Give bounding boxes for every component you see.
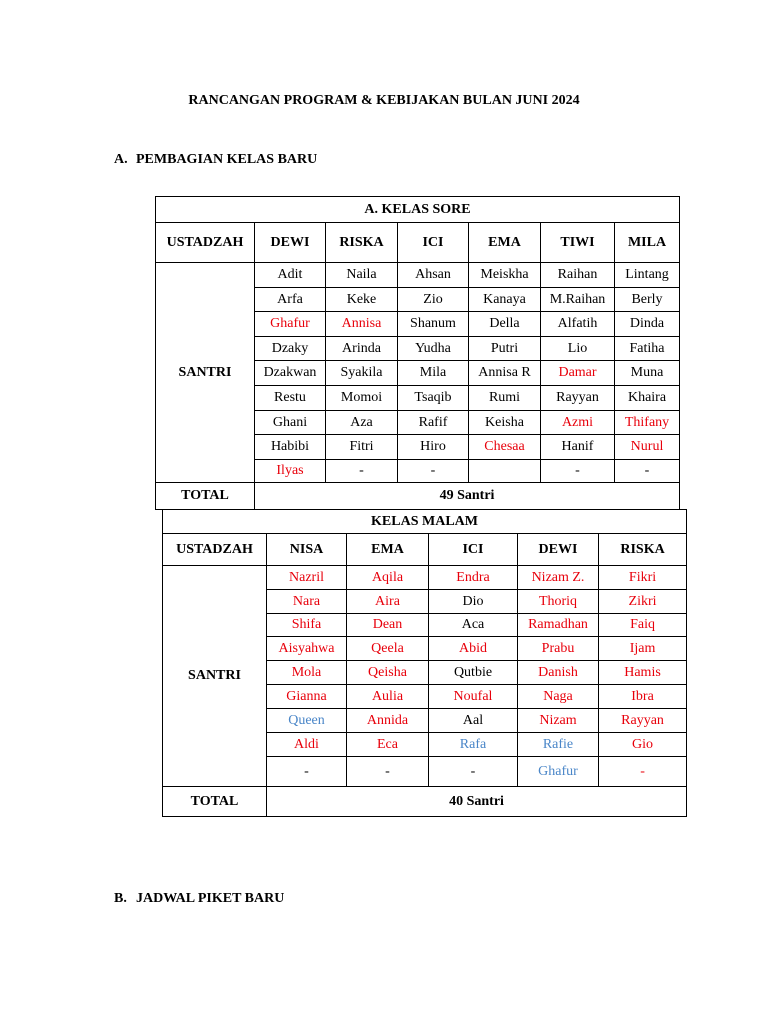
santri-name-cell: Zio [398, 288, 469, 312]
santri-label: SANTRI [163, 566, 267, 787]
santri-name-cell: Ibra [599, 685, 687, 709]
santri-name-cell: Annida [347, 709, 429, 733]
santri-name-cell: Ramadhan [518, 614, 599, 637]
santri-name-cell: Nizam [518, 709, 599, 733]
santri-name-cell: Gianna [267, 685, 347, 709]
santri-name-cell: Momoi [326, 386, 398, 411]
teacher-name: DEWI [518, 534, 599, 566]
santri-name-cell: - [615, 460, 680, 483]
teacher-name: DEWI [255, 223, 326, 263]
kelas-malam-header-row [163, 534, 687, 566]
kelas-sore-title: A. KELAS SORE [156, 197, 680, 223]
santri-name-cell: Fikri [599, 566, 687, 590]
santri-name-cell: Naga [518, 685, 599, 709]
santri-name-cell: Prabu [518, 637, 599, 661]
santri-name-cell: Thoriq [518, 590, 599, 614]
santri-name-cell: Annisa [326, 312, 398, 337]
teacher-name: ICI [429, 534, 518, 566]
section-a-number: A. [114, 152, 128, 167]
kelas-sore-header-row [156, 223, 680, 263]
santri-name-cell: Tsaqib [398, 386, 469, 411]
santri-name-cell: Putri [469, 337, 541, 361]
santri-name-cell: - [398, 460, 469, 483]
kelas-sore-santri-rows [156, 263, 680, 483]
santri-name-cell: Mola [267, 661, 347, 685]
santri-name-cell: Aira [347, 590, 429, 614]
santri-name-cell: Annisa R [469, 361, 541, 386]
santri-name-cell: Queen [267, 709, 347, 733]
santri-name-cell: Damar [541, 361, 615, 386]
santri-name-cell: Fitri [326, 435, 398, 460]
santri-name-cell: Rumi [469, 386, 541, 411]
document-title: RANCANGAN PROGRAM & KEBIJAKAN BULAN JUNI 2024 [188, 93, 580, 108]
santri-name-cell: Rayyan [599, 709, 687, 733]
santri-name-cell: Shifa [267, 614, 347, 637]
teacher-name: EMA [347, 534, 429, 566]
teacher-name: MILA [615, 223, 680, 263]
total-value: 49 Santri [255, 483, 680, 510]
kelas-malam-santri-rows [163, 566, 687, 787]
santri-name-cell: Endra [429, 566, 518, 590]
santri-name-cell: Dzaky [255, 337, 326, 361]
santri-row [156, 263, 680, 288]
santri-name-cell: Chesaa [469, 435, 541, 460]
santri-name-cell: Aldi [267, 733, 347, 757]
kelas-sore-table [155, 196, 680, 510]
santri-name-cell: Restu [255, 386, 326, 411]
section-b-number: B. [114, 891, 127, 906]
teacher-name: ICI [398, 223, 469, 263]
santri-name-cell: Yudha [398, 337, 469, 361]
santri-name-cell: - [347, 757, 429, 787]
santri-row [163, 566, 687, 590]
santri-name-cell: Dio [429, 590, 518, 614]
santri-name-cell: - [267, 757, 347, 787]
santri-name-cell: Hamis [599, 661, 687, 685]
santri-name-cell: Ghafur [518, 757, 599, 787]
santri-name-cell: Ghani [255, 411, 326, 435]
kelas-malam-title: KELAS MALAM [163, 510, 687, 534]
section-a-heading [114, 152, 317, 168]
santri-name-cell: Khaira [615, 386, 680, 411]
santri-name-cell: Aca [429, 614, 518, 637]
santri-name-cell: Eca [347, 733, 429, 757]
santri-name-cell: Della [469, 312, 541, 337]
santri-name-cell: Aulia [347, 685, 429, 709]
santri-name-cell: Aisyahwa [267, 637, 347, 661]
santri-name-cell: Syakila [326, 361, 398, 386]
santri-name-cell: Rayyan [541, 386, 615, 411]
kelas-sore-total-row [156, 483, 680, 510]
santri-label: SANTRI [156, 263, 255, 483]
santri-name-cell: Dinda [615, 312, 680, 337]
santri-name-cell: Arinda [326, 337, 398, 361]
santri-name-cell: Kanaya [469, 288, 541, 312]
santri-name-cell: Ilyas [255, 460, 326, 483]
santri-name-cell: Ijam [599, 637, 687, 661]
teacher-name: RISKA [599, 534, 687, 566]
kelas-malam-total-row [163, 787, 687, 817]
santri-name-cell: Lio [541, 337, 615, 361]
santri-name-cell: Aal [429, 709, 518, 733]
santri-name-cell: Hanif [541, 435, 615, 460]
total-label: TOTAL [156, 483, 255, 510]
santri-name-cell: Aqila [347, 566, 429, 590]
santri-name-cell: Azmi [541, 411, 615, 435]
santri-name-cell: Meiskha [469, 263, 541, 288]
section-a-label: PEMBAGIAN KELAS BARU [136, 152, 318, 167]
santri-name-cell: M.Raihan [541, 288, 615, 312]
santri-name-cell: - [326, 460, 398, 483]
santri-name-cell: Shanum [398, 312, 469, 337]
santri-name-cell: Abid [429, 637, 518, 661]
santri-name-cell: Thifany [615, 411, 680, 435]
santri-name-cell: Hiro [398, 435, 469, 460]
section-b-heading [114, 891, 284, 907]
santri-name-cell: - [599, 757, 687, 787]
santri-name-cell: Qeisha [347, 661, 429, 685]
ustadzah-label: USTADZAH [163, 534, 267, 566]
teacher-name: NISA [267, 534, 347, 566]
santri-name-cell: Mila [398, 361, 469, 386]
total-label: TOTAL [163, 787, 267, 817]
kelas-malam-table [162, 509, 687, 817]
santri-name-cell: Qutbie [429, 661, 518, 685]
santri-name-cell: Nara [267, 590, 347, 614]
santri-name-cell: Berly [615, 288, 680, 312]
santri-name-cell: Zikri [599, 590, 687, 614]
santri-name-cell: Arfa [255, 288, 326, 312]
santri-name-cell: Rafif [398, 411, 469, 435]
section-b-label: JADWAL PIKET BARU [136, 891, 285, 906]
santri-name-cell: Ghafur [255, 312, 326, 337]
santri-name-cell: Ahsan [398, 263, 469, 288]
santri-name-cell: Rafa [429, 733, 518, 757]
santri-name-cell: Faiq [599, 614, 687, 637]
santri-name-cell: Dean [347, 614, 429, 637]
santri-name-cell: Nazril [267, 566, 347, 590]
ustadzah-label: USTADZAH [156, 223, 255, 263]
santri-name-cell: Dzakwan [255, 361, 326, 386]
santri-name-cell: - [541, 460, 615, 483]
santri-name-cell: Naila [326, 263, 398, 288]
santri-name-cell: Nizam Z. [518, 566, 599, 590]
total-value: 40 Santri [267, 787, 687, 817]
santri-name-cell: Noufal [429, 685, 518, 709]
teacher-name: TIWI [541, 223, 615, 263]
santri-name-cell: Rafie [518, 733, 599, 757]
santri-name-cell: Qeela [347, 637, 429, 661]
santri-name-cell: Lintang [615, 263, 680, 288]
teacher-name: RISKA [326, 223, 398, 263]
santri-name-cell: Adit [255, 263, 326, 288]
santri-name-cell: Danish [518, 661, 599, 685]
teacher-name: EMA [469, 223, 541, 263]
santri-name-cell: Keke [326, 288, 398, 312]
santri-name-cell: Gio [599, 733, 687, 757]
santri-name-cell: Aza [326, 411, 398, 435]
santri-name-cell: Raihan [541, 263, 615, 288]
santri-name-cell: Keisha [469, 411, 541, 435]
santri-name-cell: Nurul [615, 435, 680, 460]
santri-name-cell: Muna [615, 361, 680, 386]
santri-name-cell: Fatiha [615, 337, 680, 361]
santri-name-cell: Alfatih [541, 312, 615, 337]
santri-name-cell [469, 460, 541, 483]
santri-name-cell: - [429, 757, 518, 787]
santri-name-cell: Habibi [255, 435, 326, 460]
